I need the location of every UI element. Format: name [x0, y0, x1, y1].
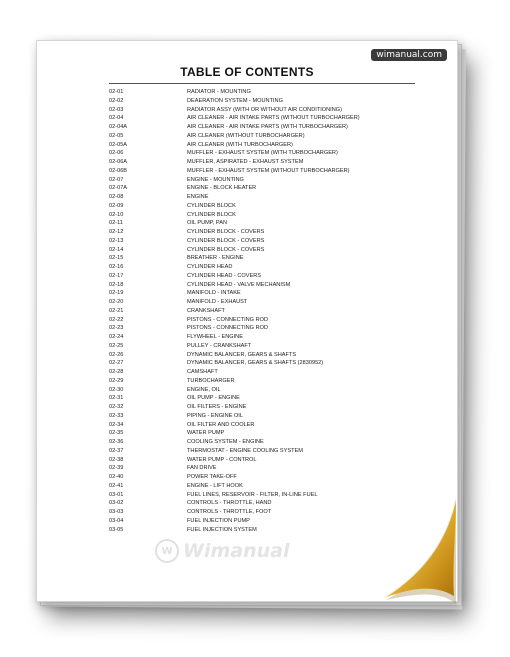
toc-entry-description: CONTROLS - THROTTLE, FOOT [187, 509, 272, 515]
toc-entry[interactable] [109, 499, 429, 508]
toc-entry-description: OIL PUMP - ENGINE [187, 395, 240, 402]
toc-entry[interactable] [109, 517, 429, 526]
toc-entry[interactable] [109, 491, 429, 500]
toc-entry-code: 02-13 [109, 237, 124, 244]
toc-entry-code: 02-05A [109, 141, 128, 148]
toc-entry-description: CYLINDER BLOCK - COVERS [187, 246, 265, 253]
toc-entry-code: 03-05 [109, 526, 124, 533]
title-divider [109, 83, 415, 84]
toc-entry[interactable] [109, 447, 429, 456]
toc-entry-code: 02-36 [109, 439, 124, 445]
toc-entry-code: 02-07 [109, 176, 124, 183]
toc-entry-description: ENGINE, OIL [187, 386, 221, 393]
toc-entry-description: CYLINDER BLOCK - COVERS [187, 237, 265, 244]
toc-entry-code: 02-06A [109, 159, 128, 165]
toc-entry-code: 02-03 [109, 106, 124, 113]
toc-entry-code: 02-31 [109, 395, 124, 402]
toc-entry[interactable] [109, 368, 429, 377]
toc-entry-code: 02-05 [109, 132, 124, 139]
toc-entry-description: CYLINDER BLOCK [187, 211, 236, 218]
toc-entry-code: 02-28 [109, 369, 124, 375]
toc-entry-code: 02-23 [109, 325, 124, 332]
watermark-logo-icon: W [155, 539, 179, 563]
toc-entry[interactable] [109, 281, 429, 290]
toc-entry-code: 02-32 [109, 404, 124, 410]
toc-entry-description: AIR CLEANER (WITHOUT TURBOCHARGER) [187, 132, 305, 139]
toc-entry[interactable] [109, 219, 429, 228]
toc-entry-description: PIPING - ENGINE OIL [187, 412, 243, 419]
toc-entry-description: THERMOSTAT - ENGINE COOLING SYSTEM [187, 447, 303, 454]
toc-entry[interactable] [109, 429, 429, 438]
toc-entry-code: 02-04 [109, 115, 124, 122]
toc-entry-code: 02-24 [109, 334, 124, 340]
toc-entry[interactable] [109, 438, 429, 447]
toc-entry[interactable] [109, 106, 429, 115]
toc-entry-description: OIL FILTERS - ENGINE [187, 404, 247, 410]
toc-entry-description: ENGINE - MOUNTING [187, 176, 244, 183]
toc-entry[interactable] [109, 184, 429, 193]
toc-entry-code: 02-12 [109, 229, 124, 235]
toc-entry-description: WATER PUMP [187, 430, 225, 437]
toc-entry-description: POWER TAKE-OFF [187, 474, 237, 480]
toc-entry-code: 02-15 [109, 255, 124, 262]
toc-entry-code: 02-01 [109, 89, 124, 95]
toc-entry[interactable] [109, 456, 429, 465]
toc-entry-description: MANIFOLD - INTAKE [187, 290, 241, 297]
toc-entry[interactable] [109, 403, 429, 412]
toc-entry-description: MUFFLER, ASPIRATED - EXHAUST SYSTEM [187, 159, 304, 165]
toc-entry[interactable] [109, 394, 429, 403]
toc-entry-code: 02-02 [109, 97, 124, 104]
toc-entry-code: 02-25 [109, 342, 124, 349]
toc-entry[interactable] [109, 333, 429, 342]
toc-entry[interactable] [109, 176, 429, 185]
toc-entry-description: PULLEY - CRANKSHAFT [187, 342, 252, 349]
toc-list [109, 88, 429, 534]
toc-entry-description: FUEL INJECTION PUMP [187, 517, 250, 524]
toc-entry[interactable] [109, 263, 429, 272]
toc-entry-description: OIL FILTER AND COOLER [187, 421, 255, 428]
watermark [155, 539, 289, 563]
toc-entry-code: 02-21 [109, 307, 124, 314]
toc-entry-description: ENGINE - LIFT HOOK [187, 482, 243, 489]
toc-entry-description: CYLINDER BLOCK - COVERS [187, 229, 265, 235]
toc-entry-description: FUEL INJECTION SYSTEM [187, 526, 257, 533]
toc-entry[interactable] [109, 211, 429, 220]
toc-entry-code: 02-06B [109, 167, 128, 174]
toc-entry[interactable] [109, 88, 429, 97]
toc-entry-description: PISTONS - CONNECTING ROD [187, 316, 269, 323]
toc-entry-code: 03-01 [109, 491, 124, 498]
toc-entry[interactable] [109, 272, 429, 281]
toc-entry-code: 02-38 [109, 456, 124, 463]
toc-entry-code: 02-40 [109, 474, 124, 480]
toc-entry-description: CRANKSHAFT [187, 307, 225, 314]
toc-entry-description: ENGINE - BLOCK HEATER [187, 185, 257, 192]
toc-entry[interactable] [109, 114, 429, 123]
toc-entry[interactable] [109, 377, 429, 386]
toc-entry-code: 03-02 [109, 500, 124, 507]
toc-entry-code: 02-10 [109, 211, 124, 218]
toc-entry-description: CONTROLS - THROTTLE, HAND [187, 500, 272, 507]
watermark-text: Wimanual [183, 540, 290, 562]
toc-entry[interactable] [109, 464, 429, 473]
toc-entry-description: FUEL LINES, RESERVOIR - FILTER, IN-LINE FUEL [187, 491, 318, 498]
toc-entry-code: 03-03 [109, 509, 124, 515]
toc-entry[interactable] [109, 307, 429, 316]
toc-entry-description: RADIATOR - MOUNTING [187, 89, 251, 95]
toc-entry-code: 02-37 [109, 447, 124, 454]
toc-entry-description: COOLING SYSTEM - ENGINE [187, 439, 264, 445]
toc-entry[interactable] [109, 123, 429, 132]
toc-entry-code: 02-17 [109, 272, 124, 279]
toc-entry[interactable] [109, 412, 429, 421]
toc-entry-code: 02-19 [109, 290, 124, 297]
toc-entry-description: BREATHER - ENGINE [187, 255, 244, 262]
toc-entry[interactable] [109, 97, 429, 106]
toc-entry-code: 02-33 [109, 412, 124, 419]
toc-entry[interactable] [109, 132, 429, 141]
toc-entry-code: 02-35 [109, 430, 124, 437]
toc-entry-description: AIR CLEANER - AIR INTAKE PARTS (WITH TURBOCHARGER) [187, 124, 348, 130]
page-title: TABLE OF CONTENTS [180, 65, 314, 79]
toc-entry[interactable] [109, 508, 429, 517]
toc-entry-description: DYNAMIC BALANCER, GEARS & SHAFTS (2830952) [187, 360, 324, 367]
toc-entry[interactable] [109, 237, 429, 246]
toc-entry[interactable] [109, 202, 429, 211]
toc-entry-code: 02-11 [109, 220, 123, 227]
toc-entry-code: 02-06 [109, 150, 124, 157]
toc-entry-description: DYNAMIC BALANCER, GEARS & SHAFTS [187, 351, 297, 358]
toc-entry[interactable] [109, 482, 429, 491]
toc-entry-description: AIR CLEANER (WITH TURBOCHARGER) [187, 141, 293, 148]
toc-entry-description: CYLINDER HEAD - VALVE MECHANISM [187, 281, 291, 288]
toc-entry[interactable] [109, 386, 429, 395]
toc-entry[interactable] [109, 324, 429, 333]
toc-entry-description: CAMSHAFT [187, 369, 218, 375]
toc-entry-code: 02-07A [109, 185, 128, 192]
site-badge[interactable]: wimanual.com [371, 49, 447, 61]
toc-entry-code: 02-27 [109, 360, 124, 367]
toc-entry[interactable] [109, 158, 429, 167]
toc-entry-code: 02-26 [109, 351, 124, 358]
toc-entry-code: 02-41 [109, 482, 124, 489]
toc-entry-description: WATER PUMP - CONTROL [187, 456, 257, 463]
toc-entry-description: PISTONS - CONNECTING ROD [187, 325, 269, 332]
toc-entry-code: 03-04 [109, 517, 124, 524]
toc-entry[interactable] [109, 254, 429, 263]
page-curl-icon [382, 498, 460, 608]
toc-entry[interactable] [109, 246, 429, 255]
toc-entry-description: CYLINDER HEAD [187, 264, 233, 270]
toc-entry[interactable] [109, 167, 429, 176]
toc-entry[interactable] [109, 526, 429, 535]
toc-entry-description: RADIATOR ASSY (WITH OR WITHOUT AIR CONDITIONING) [187, 106, 342, 113]
toc-entry-code: 02-20 [109, 299, 124, 305]
toc-entry-code: 02-34 [109, 421, 124, 428]
toc-entry[interactable] [109, 359, 429, 368]
toc-entry[interactable] [109, 193, 429, 202]
toc-entry-description: ENGINE [187, 194, 209, 200]
toc-entry-description: MANIFOLD - EXHAUST [187, 299, 248, 305]
toc-entry[interactable] [109, 149, 429, 158]
toc-entry-description: MUFFLER - EXHAUST SYSTEM (WITH TURBOCHARGER) [187, 150, 338, 157]
toc-entry[interactable] [109, 421, 429, 430]
toc-entry-description: FLYWHEEL - ENGINE [187, 334, 243, 340]
toc-entry-code: 02-22 [109, 316, 124, 323]
toc-entry[interactable] [109, 473, 429, 482]
toc-entry-code: 02-16 [109, 264, 124, 270]
toc-entry[interactable] [109, 228, 429, 237]
toc-entry-code: 02-04A [109, 124, 128, 130]
toc-entry[interactable] [109, 351, 429, 360]
toc-entry-description: DEAERATION SYSTEM - MOUNTING [187, 97, 283, 104]
toc-entry-description: CYLINDER HEAD - COVERS [187, 272, 261, 279]
toc-entry-code: 02-18 [109, 281, 124, 288]
toc-entry-code: 02-09 [109, 202, 124, 209]
toc-entry-description: CYLINDER BLOCK [187, 202, 236, 209]
toc-entry[interactable] [109, 141, 429, 150]
toc-entry[interactable] [109, 342, 429, 351]
toc-entry-code: 02-29 [109, 377, 124, 384]
toc-entry-code: 02-14 [109, 246, 124, 253]
toc-entry[interactable] [109, 298, 429, 307]
toc-entry-description: TURBOCHARGER [187, 377, 235, 384]
toc-entry-description: AIR CLEANER - AIR INTAKE PARTS (WITHOUT TURBOCHARGER) [187, 115, 360, 122]
toc-entry-description: FAN DRIVE [187, 465, 217, 472]
toc-entry-description: MUFFLER - EXHAUST SYSTEM (WITHOUT TURBOCHARGER) [187, 167, 350, 174]
toc-entry[interactable] [109, 316, 429, 325]
toc-entry-code: 02-30 [109, 386, 124, 393]
toc-entry-code: 02-39 [109, 465, 124, 472]
toc-entry-description: OIL PUMP, PAN [187, 220, 227, 227]
toc-entry[interactable] [109, 289, 429, 298]
toc-entry-code: 02-08 [109, 194, 124, 200]
